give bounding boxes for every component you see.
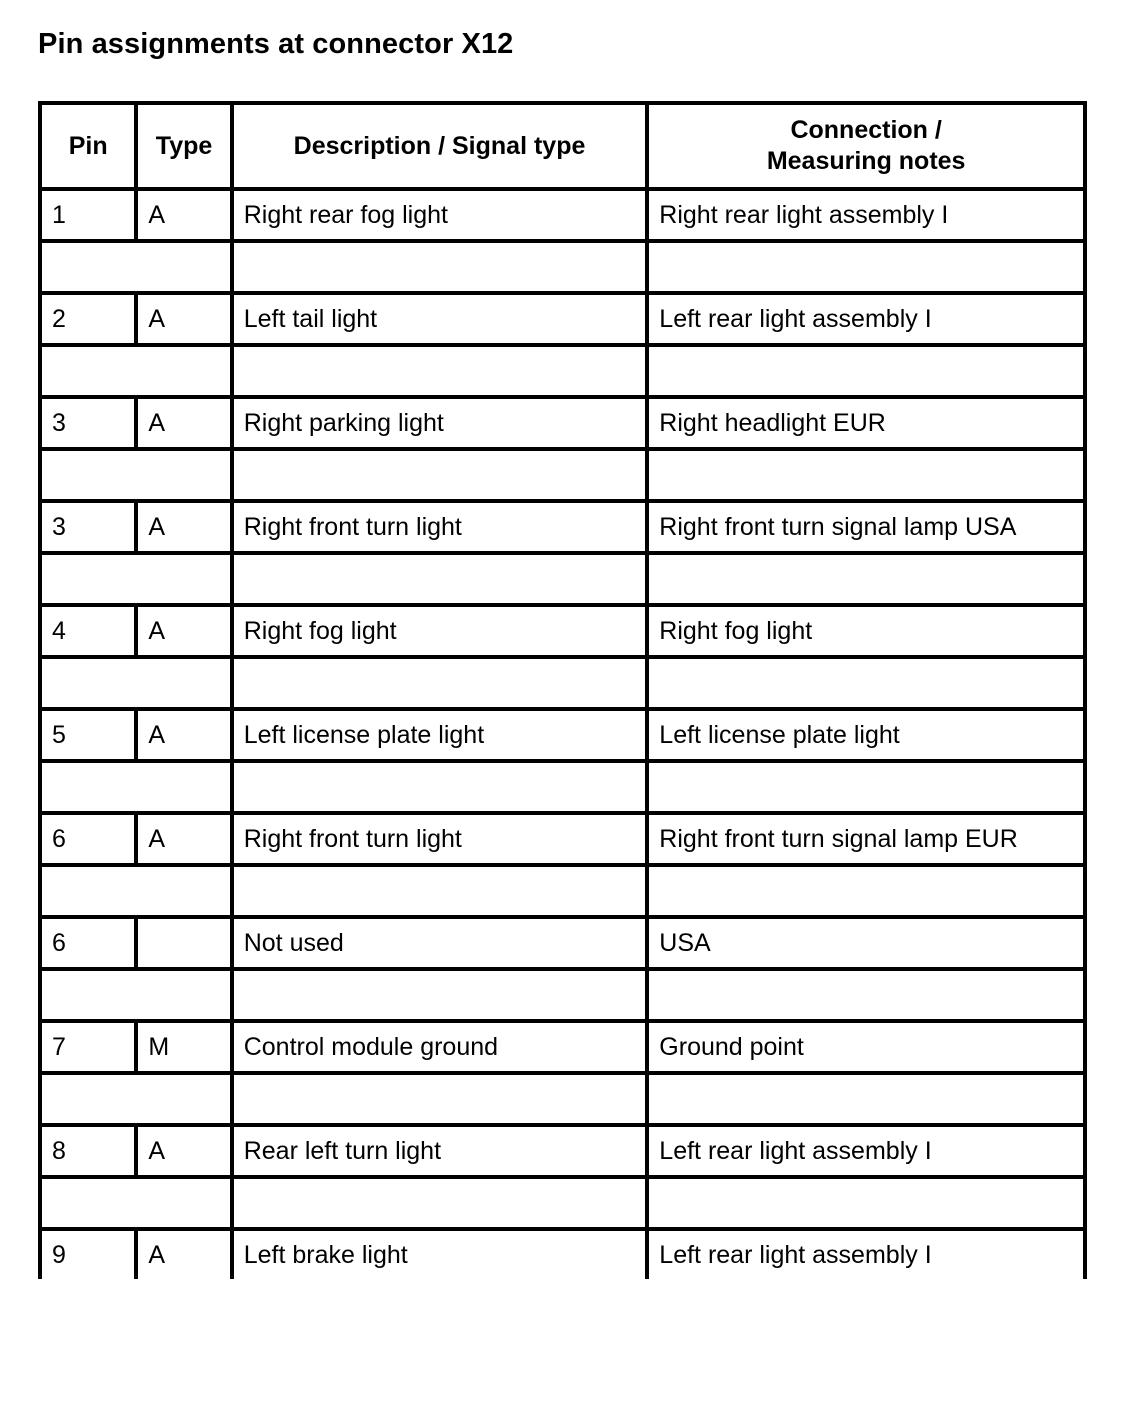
spacer-row xyxy=(40,345,1085,397)
spacer-cell xyxy=(647,969,1085,1021)
cell-description: Right front turn light xyxy=(232,501,648,553)
spacer-cell xyxy=(647,1073,1085,1125)
spacer-cell xyxy=(40,241,232,293)
cell-type: A xyxy=(136,397,231,449)
spacer-cell xyxy=(40,969,232,1021)
spacer-row xyxy=(40,1177,1085,1229)
spacer-cell xyxy=(40,865,232,917)
table-row xyxy=(40,917,1085,969)
cell-type: M xyxy=(136,1021,231,1073)
cell-description: Right parking light xyxy=(232,397,648,449)
table-header-row xyxy=(40,103,1085,189)
cell-type: A xyxy=(136,293,231,345)
cell-type xyxy=(136,917,231,969)
spacer-row xyxy=(40,761,1085,813)
table-row xyxy=(40,1229,1085,1279)
cell-description: Rear left turn light xyxy=(232,1125,648,1177)
spacer-cell xyxy=(647,1177,1085,1229)
spacer-cell xyxy=(232,449,648,501)
cell-description: Not used xyxy=(232,917,648,969)
cell-connection: Right front turn signal lamp USA xyxy=(647,501,1085,553)
cell-connection: Left license plate light xyxy=(647,709,1085,761)
cell-type: A xyxy=(136,1229,231,1279)
cell-pin: 3 xyxy=(40,397,136,449)
cell-connection: Right headlight EUR xyxy=(647,397,1085,449)
spacer-row xyxy=(40,657,1085,709)
table-row xyxy=(40,605,1085,657)
header-connection-line2: Measuring notes xyxy=(766,147,966,175)
cell-pin: 9 xyxy=(40,1229,136,1279)
table-row xyxy=(40,1125,1085,1177)
cell-pin: 2 xyxy=(40,293,136,345)
cell-type: A xyxy=(136,501,231,553)
spacer-cell xyxy=(232,1073,648,1125)
spacer-cell xyxy=(232,865,648,917)
table-row xyxy=(40,813,1085,865)
header-connection-line1: Connection / xyxy=(790,116,942,144)
header-pin: Pin xyxy=(40,103,136,189)
cell-description: Right rear fog light xyxy=(232,189,648,241)
spacer-cell xyxy=(40,657,232,709)
header-description: Description / Signal type xyxy=(232,103,648,189)
spacer-cell xyxy=(232,553,648,605)
spacer-row xyxy=(40,553,1085,605)
spacer-cell xyxy=(40,1177,232,1229)
spacer-cell xyxy=(647,553,1085,605)
cell-description: Right fog light xyxy=(232,605,648,657)
header-connection xyxy=(647,103,1085,189)
spacer-cell xyxy=(40,761,232,813)
spacer-cell xyxy=(40,1073,232,1125)
cell-type: A xyxy=(136,709,231,761)
table-row xyxy=(40,397,1085,449)
spacer-cell xyxy=(647,241,1085,293)
page-title: Pin assignments at connector X12 xyxy=(38,28,514,60)
cell-connection: Right front turn signal lamp EUR xyxy=(647,813,1085,865)
spacer-cell xyxy=(647,761,1085,813)
cell-pin: 7 xyxy=(40,1021,136,1073)
spacer-cell xyxy=(647,345,1085,397)
pin-assignment-table xyxy=(38,101,1087,1279)
cell-connection: Left rear light assembly I xyxy=(647,293,1085,345)
cell-connection: Left rear light assembly I xyxy=(647,1229,1085,1279)
spacer-cell xyxy=(647,657,1085,709)
spacer-cell xyxy=(647,865,1085,917)
cell-pin: 4 xyxy=(40,605,136,657)
cell-connection: Ground point xyxy=(647,1021,1085,1073)
cell-connection: USA xyxy=(647,917,1085,969)
spacer-cell xyxy=(40,449,232,501)
cell-description: Left brake light xyxy=(232,1229,648,1279)
spacer-row xyxy=(40,969,1085,1021)
spacer-row xyxy=(40,1073,1085,1125)
cell-type: A xyxy=(136,813,231,865)
cell-pin: 6 xyxy=(40,813,136,865)
cell-description: Control module ground xyxy=(232,1021,648,1073)
cell-pin: 5 xyxy=(40,709,136,761)
cell-type: A xyxy=(136,1125,231,1177)
spacer-cell xyxy=(40,553,232,605)
spacer-cell xyxy=(40,345,232,397)
spacer-row xyxy=(40,449,1085,501)
spacer-cell xyxy=(647,449,1085,501)
cell-connection: Right fog light xyxy=(647,605,1085,657)
spacer-cell xyxy=(232,241,648,293)
cell-pin: 8 xyxy=(40,1125,136,1177)
cell-pin: 1 xyxy=(40,189,136,241)
spacer-cell xyxy=(232,657,648,709)
table-row xyxy=(40,1021,1085,1073)
spacer-cell xyxy=(232,761,648,813)
cell-type: A xyxy=(136,605,231,657)
cell-pin: 3 xyxy=(40,501,136,553)
table-row xyxy=(40,709,1085,761)
table-row xyxy=(40,501,1085,553)
spacer-cell xyxy=(232,345,648,397)
spacer-cell xyxy=(232,1177,648,1229)
cell-pin: 6 xyxy=(40,917,136,969)
cell-connection: Left rear light assembly I xyxy=(647,1125,1085,1177)
cell-description: Right front turn light xyxy=(232,813,648,865)
cell-description: Left license plate light xyxy=(232,709,648,761)
header-type: Type xyxy=(136,103,231,189)
spacer-cell xyxy=(232,969,648,1021)
cell-connection: Right rear light assembly I xyxy=(647,189,1085,241)
spacer-row xyxy=(40,865,1085,917)
table-row xyxy=(40,293,1085,345)
spacer-row xyxy=(40,241,1085,293)
cell-description: Left tail light xyxy=(232,293,648,345)
table-row xyxy=(40,189,1085,241)
cell-type: A xyxy=(136,189,231,241)
